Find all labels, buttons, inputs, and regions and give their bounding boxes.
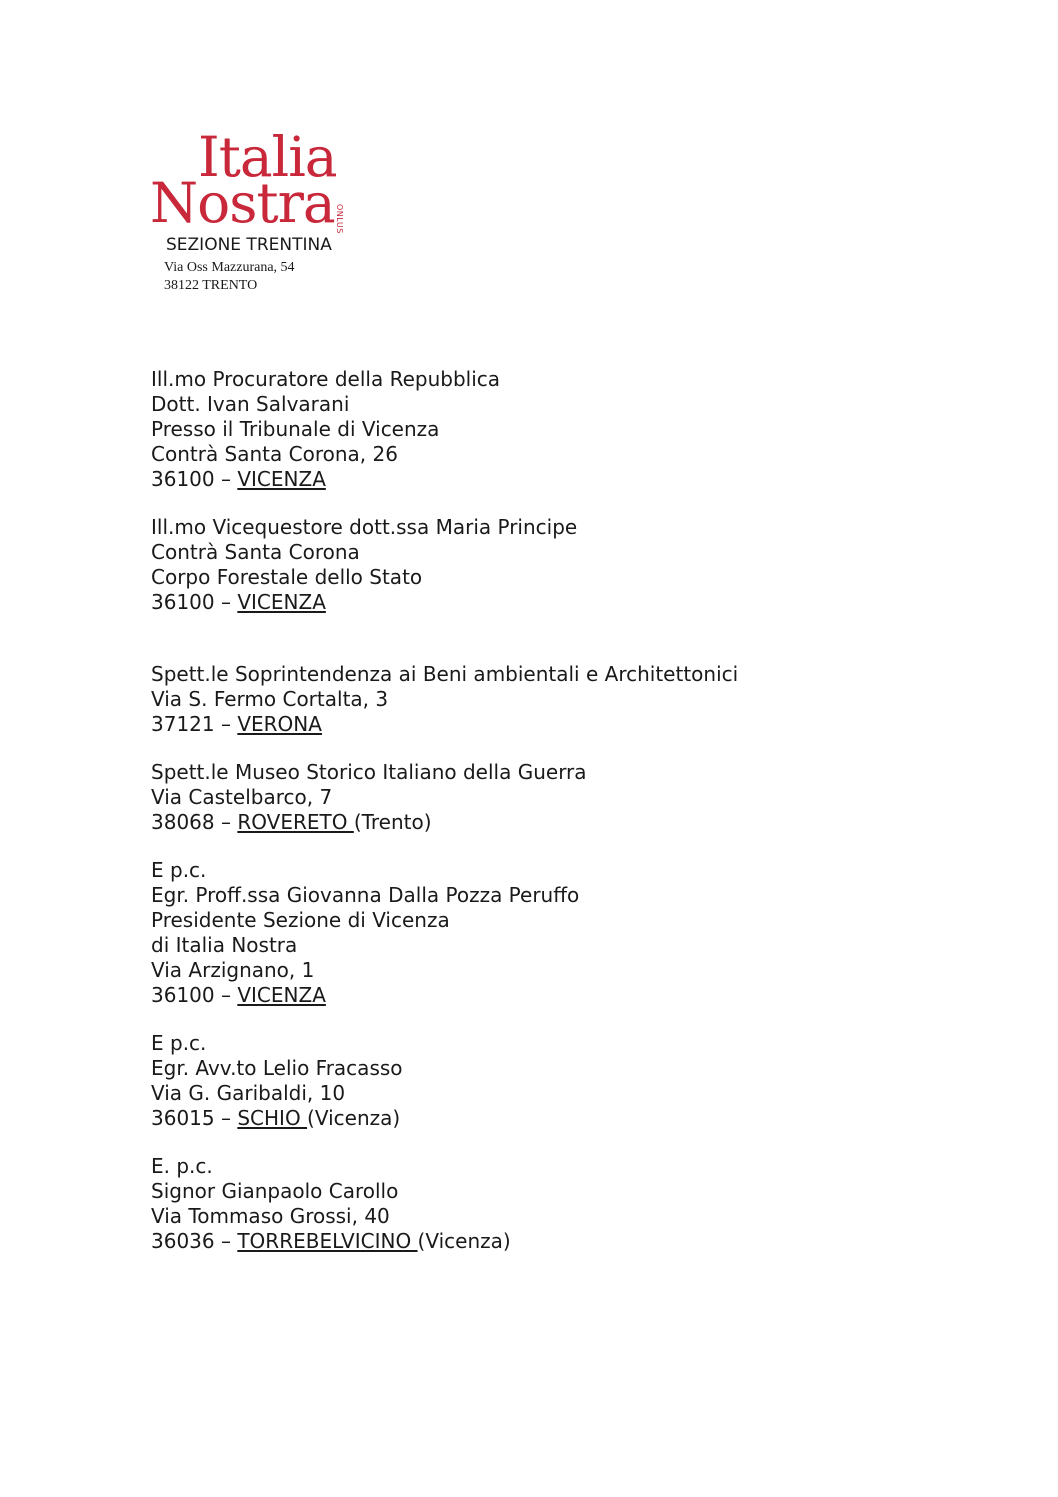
recipient-line: Spett.le Museo Storico Italiano della Guerra <box>151 760 587 784</box>
sender-city: 38122 TRENTO <box>164 278 258 293</box>
recipient-block-soprintendenza <box>151 662 971 737</box>
recipient-line: Via Tommaso Grossi, 40 <box>151 1204 390 1228</box>
recipient-block-presidente <box>151 858 971 1008</box>
postal-code: 36100 – <box>151 467 238 491</box>
recipient-postal-line <box>151 590 971 615</box>
province: (Vicenza) <box>307 1106 401 1130</box>
recipient-line: Presidente Sezione di Vicenza <box>151 908 450 932</box>
recipient-postal-line <box>151 712 971 737</box>
postal-code: 36015 – <box>151 1106 238 1130</box>
recipient-postal-line <box>151 467 971 492</box>
recipient-line: Via S. Fermo Cortalta, 3 <box>151 687 389 711</box>
recipient-line: Spett.le Soprintendenza ai Beni ambientali e Architettonici <box>151 662 739 686</box>
logo-text-italia: Italia <box>198 125 337 189</box>
recipient-line: Presso il Tribunale di Vicenza <box>151 417 440 441</box>
province: (Trento) <box>353 810 432 834</box>
postal-code: 36100 – <box>151 590 238 614</box>
postal-code: 38068 – <box>151 810 238 834</box>
italia-nostra-logo <box>150 126 370 236</box>
recipient-block-museo <box>151 760 971 835</box>
recipient-block-avvocato <box>151 1031 971 1131</box>
recipient-line: Egr. Proff.ssa Giovanna Dalla Pozza Peruffo <box>151 883 580 907</box>
city: VICENZA <box>237 590 326 614</box>
recipient-line: Via G. Garibaldi, 10 <box>151 1081 346 1105</box>
section-name: SEZIONE TRENTINA <box>166 235 332 255</box>
province: (Vicenza) <box>417 1229 511 1253</box>
recipient-line: Corpo Forestale dello Stato <box>151 565 423 589</box>
recipient-block-procuratore <box>151 367 971 492</box>
postal-code: 37121 – <box>151 712 238 736</box>
recipient-postal-line <box>151 1106 971 1131</box>
recipient-line: Egr. Avv.to Lelio Fracasso <box>151 1056 403 1080</box>
recipient-line: E. p.c. <box>151 1154 213 1178</box>
recipient-line: Ill.mo Procuratore della Repubblica <box>151 367 501 391</box>
recipient-line: E p.c. <box>151 858 207 882</box>
recipient-line: E p.c. <box>151 1031 207 1055</box>
recipient-line: Ill.mo Vicequestore dott.ssa Maria Principe <box>151 515 578 539</box>
postal-code: 36036 – <box>151 1229 238 1253</box>
recipient-postal-line <box>151 983 971 1008</box>
recipient-line: Contrà Santa Corona, 26 <box>151 442 398 466</box>
recipient-block-carollo <box>151 1154 971 1254</box>
recipient-line: Dott. Ivan Salvarani <box>151 392 350 416</box>
postal-code: 36100 – <box>151 983 238 1007</box>
recipient-line: Via Arzignano, 1 <box>151 958 315 982</box>
recipient-line: Signor Gianpaolo Carollo <box>151 1179 399 1203</box>
recipient-line: Via Castelbarco, 7 <box>151 785 333 809</box>
recipient-block-vicequestore <box>151 515 971 615</box>
city: VICENZA <box>237 467 326 491</box>
recipient-line: Contrà Santa Corona <box>151 540 360 564</box>
logo-text-nostra: Nostra <box>150 171 335 235</box>
recipient-line: di Italia Nostra <box>151 933 298 957</box>
logo-onlus: ONLUS <box>335 204 344 234</box>
recipient-postal-line <box>151 810 971 835</box>
recipients-list <box>151 367 971 1254</box>
city: VERONA <box>237 712 322 736</box>
city: VICENZA <box>237 983 326 1007</box>
sender-street: Via Oss Mazzurana, 54 <box>164 260 295 275</box>
recipient-postal-line <box>151 1229 971 1254</box>
city: SCHIO <box>237 1106 308 1130</box>
city: TORREBELVICINO <box>237 1229 418 1253</box>
city: ROVERETO <box>237 810 354 834</box>
